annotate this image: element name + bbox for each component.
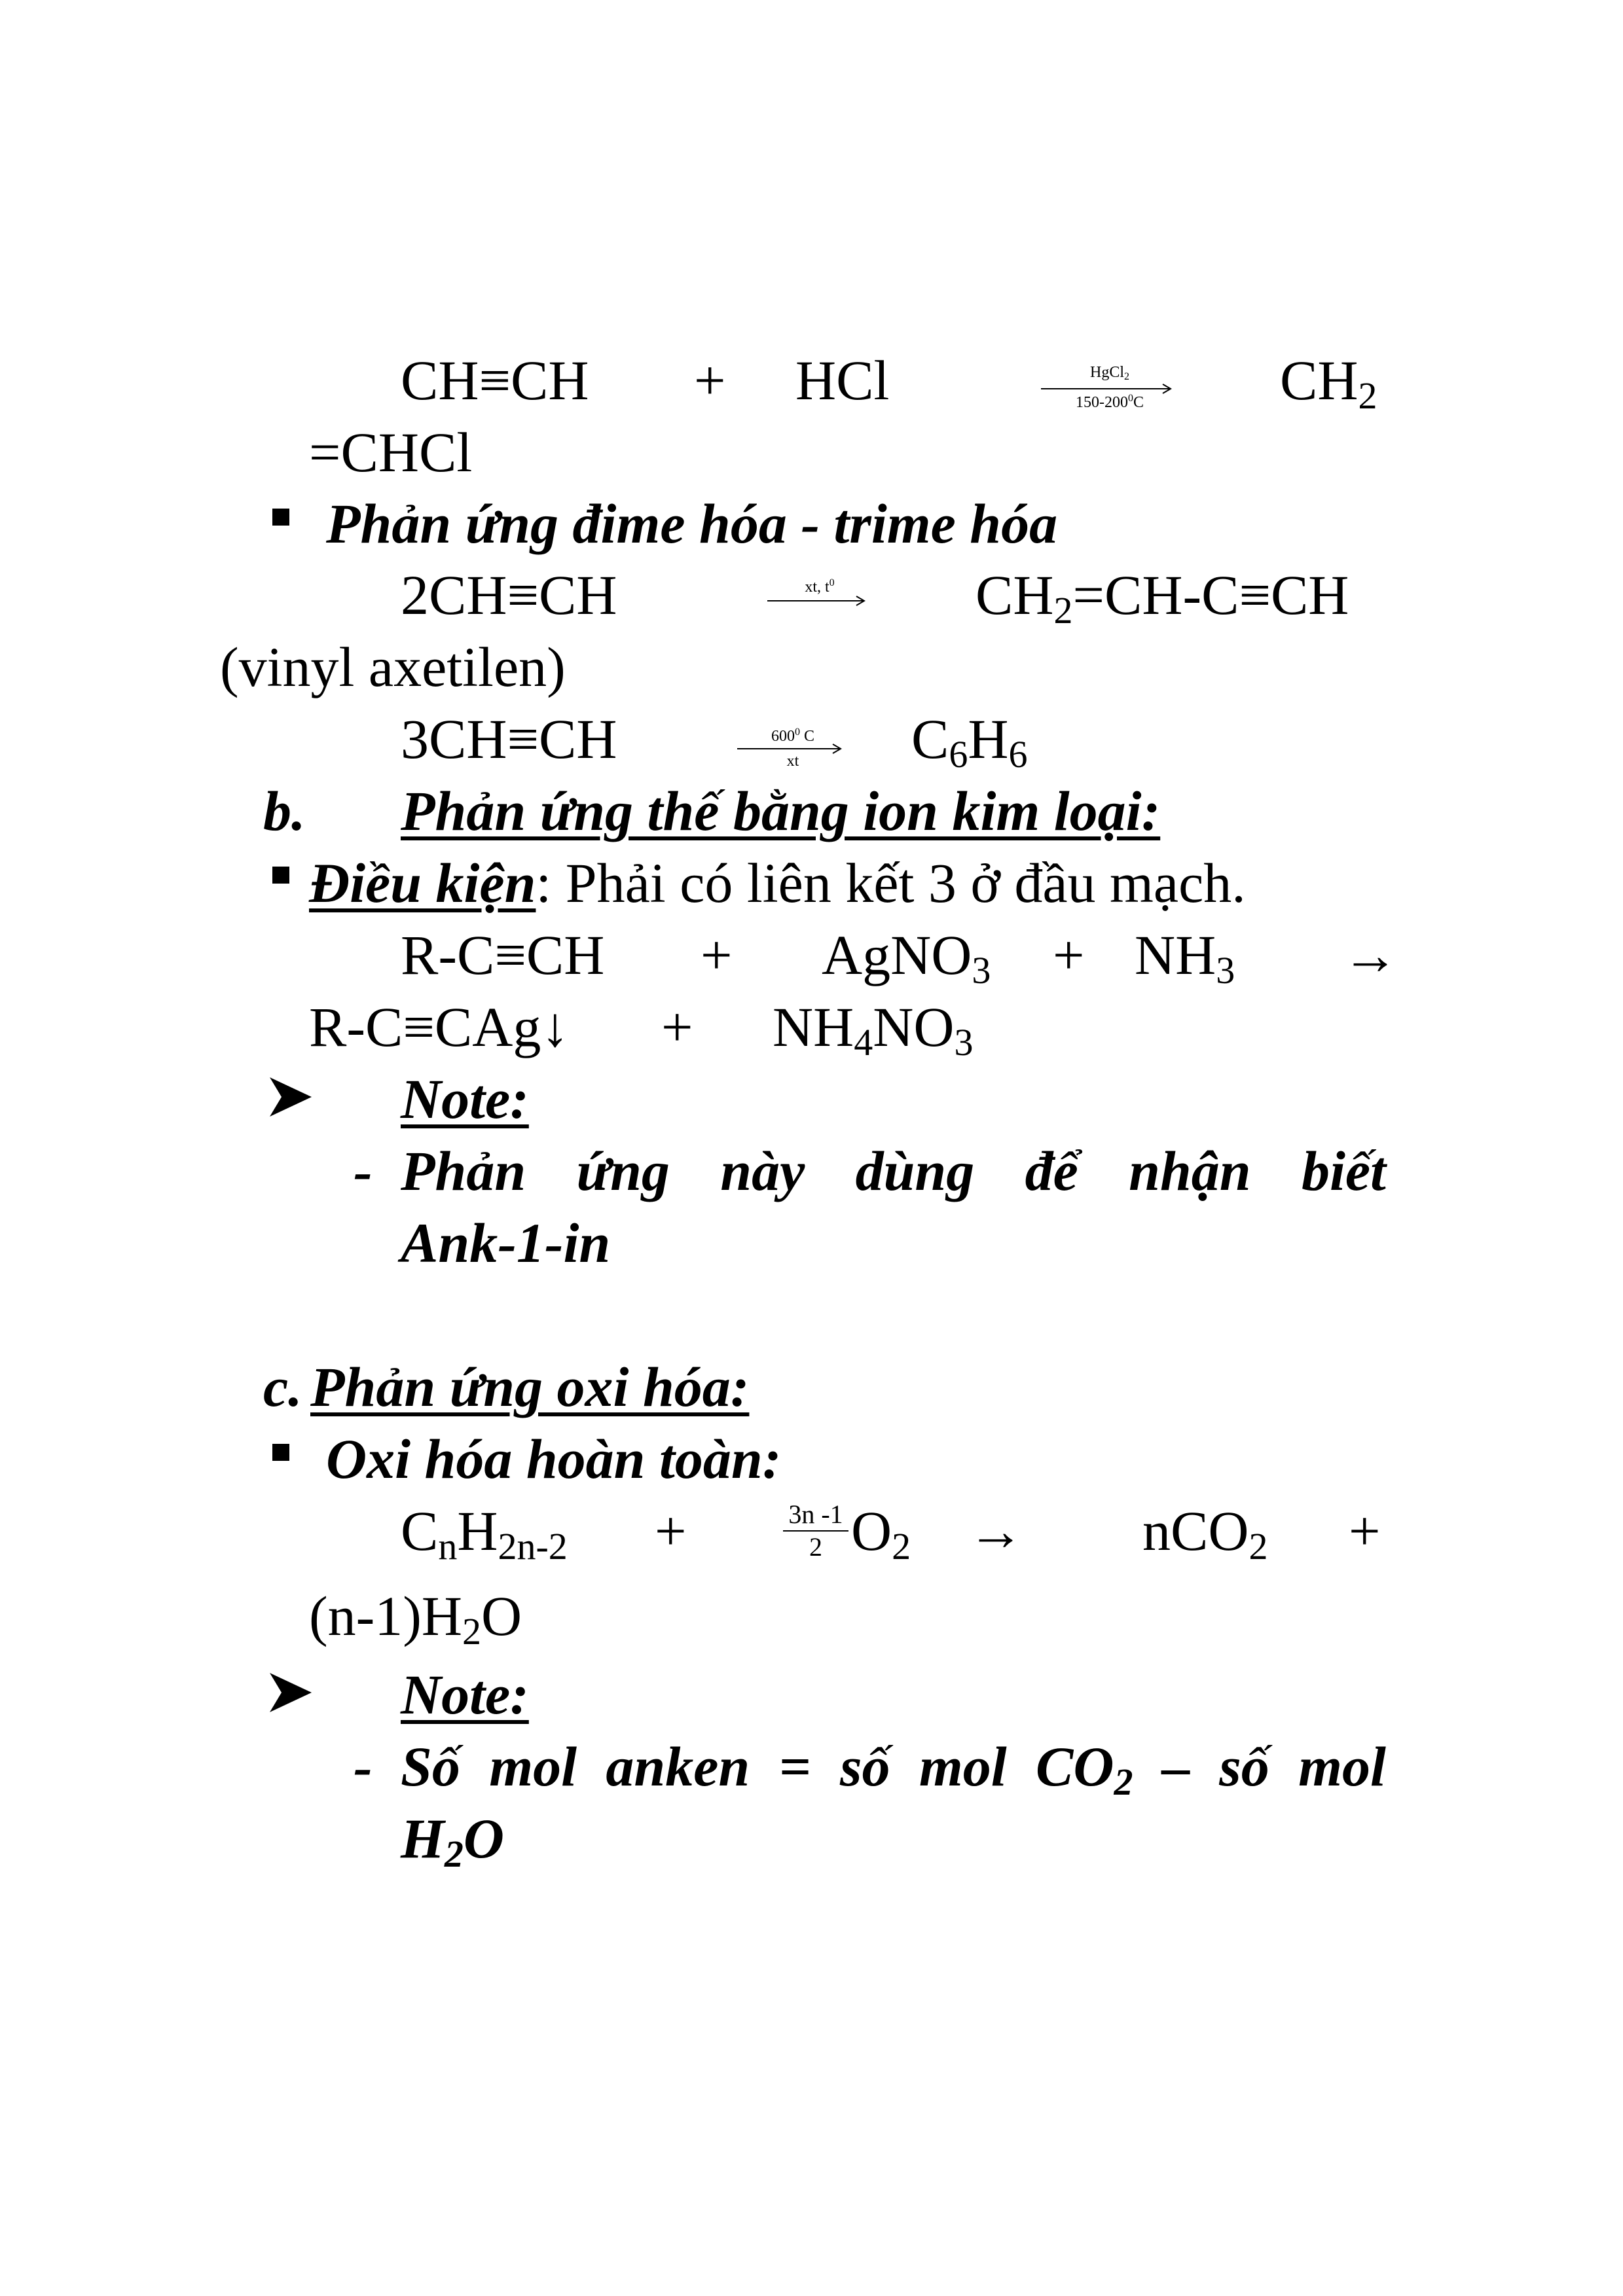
eq4-r2: AgNO$_3$ [822, 924, 991, 992]
eq1-reaction-arrow [1041, 364, 1178, 410]
arrowhead-bullet-icon [264, 1666, 317, 1728]
condition-label: Điều kiện [309, 852, 536, 914]
square-bullet-icon [272, 509, 289, 526]
heading-complete-oxidation: Oxi hóa hoàn toàn: [326, 1427, 782, 1490]
eq5-plus2: + [1349, 1499, 1381, 1562]
eq1-plus: + [694, 349, 726, 412]
section-c-title: Phản ứng oxi hóa: [310, 1355, 750, 1418]
eq4-plus3: + [661, 996, 693, 1058]
eq3-temperature: $600^0$ C [771, 726, 815, 745]
eq2-note: (vinyl axetilen) [220, 636, 566, 698]
note1-line2: Ank-1-in [401, 1211, 611, 1274]
eq2-condition: xt, $t^0$ [805, 577, 835, 596]
square-bullet-icon [272, 867, 289, 884]
eq4-p1: R-C≡CAg↓ [309, 996, 570, 1058]
eq2-product: $CH_2=CH-C\equiv CH$ [976, 564, 1349, 632]
arrowhead-bullet-icon [264, 1071, 317, 1132]
eq4-plus1: + [701, 924, 733, 986]
eq1-product-b: =CHCl [309, 421, 473, 484]
note1-dash: - [354, 1139, 373, 1202]
eq5-arrow: → [968, 1499, 1024, 1562]
eq5-plus1: + [655, 1499, 687, 1562]
eq5-p2: $(n-1)H_2O$ [309, 1585, 522, 1653]
eq1-catalyst: HgCl$_2$ [1089, 364, 1130, 382]
eq1-product-a: $CH_2$ [1280, 349, 1377, 417]
fraction-denominator: 2 [809, 1532, 822, 1562]
eq2-reaction-arrow [767, 577, 872, 610]
section-b-title: Phản ứng thế bằng ion kim loại: [401, 780, 1161, 842]
note2-label: Note: [401, 1663, 529, 1726]
eq4-arrow: → [1342, 924, 1398, 986]
eq4-r3: $NH_3$ [1135, 924, 1235, 992]
eq1-temperature: $150-200^0C$ [1075, 393, 1144, 411]
eq1-reactant1: CH≡CH [401, 349, 589, 412]
eq4-r1: R-C≡CH [401, 924, 605, 986]
square-bullet-icon [272, 1444, 289, 1461]
section-b-label: b. [263, 780, 306, 842]
eq4-plus2: + [1053, 924, 1085, 986]
condition-line: Điều kiện: Phải có liên kết 3 ở đầu mạch. [309, 852, 1246, 914]
note2-line2: $H_2O$ [401, 1807, 505, 1875]
note1-line1: Phản ứng này dùng để nhận biết [401, 1139, 1386, 1202]
eq5-coefficient-fraction [783, 1501, 848, 1560]
eq3-catalyst: xt [786, 753, 799, 770]
eq2-reactant: 2CH≡CH [401, 564, 617, 626]
note2-dash: - [354, 1735, 373, 1798]
fraction-bar [783, 1530, 848, 1532]
eq1-reactant2: HCl [795, 349, 890, 412]
eq3-reactant: 3CH≡CH [401, 708, 617, 770]
section-c-label: c. [263, 1355, 302, 1418]
eq4-p2: $NH_4NO_3$ [773, 996, 974, 1064]
eq3-reaction-arrow [737, 726, 848, 772]
eq5-r2: $O_2$ [851, 1499, 911, 1568]
eq5-r1: $C_nH_{2n-2}$ [401, 1499, 568, 1568]
fraction-numerator: 3n -1 [788, 1499, 843, 1529]
note2-line1: Số mol anken = số mol $CO_2$ – số mol [401, 1735, 1386, 1803]
eq5-p1: nCO$_2$ [1142, 1499, 1268, 1568]
note1-label: Note: [401, 1067, 529, 1130]
heading-dimerization: Phản ứng đime hóa - trime hóa [326, 492, 1058, 555]
eq3-product: $C_6H_6$ [911, 708, 1028, 776]
arrow-right-icon [767, 594, 872, 607]
